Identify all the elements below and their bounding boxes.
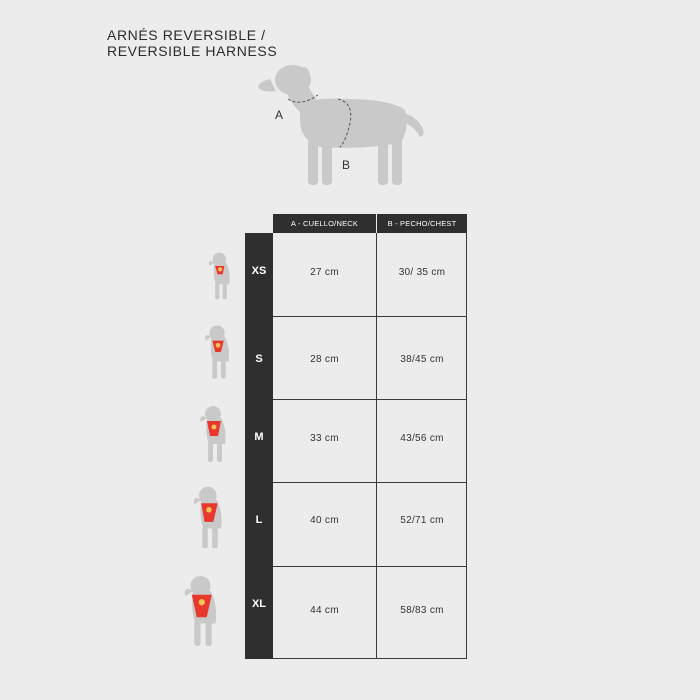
- table-divider: [273, 316, 467, 317]
- neck-value-xl: 44 cm: [310, 605, 339, 616]
- dog-silhouette-icon: [250, 55, 440, 195]
- neck-value-s: 28 cm: [310, 354, 339, 365]
- chest-value-s: 38/45 cm: [400, 354, 444, 365]
- dog-measure-diagram: [250, 55, 440, 195]
- dog-harness-icon: [188, 480, 232, 555]
- chest-value-xs: 30/ 35 cm: [398, 267, 446, 278]
- size-label-xl: XL: [251, 598, 267, 610]
- table-divider: [273, 482, 467, 483]
- neck-value-xs: 27 cm: [310, 267, 339, 278]
- column-header-chest: B - PECHO/CHEST: [377, 214, 467, 233]
- column-header-neck: A - CUELLO/NECK: [273, 214, 376, 233]
- label-a: A: [275, 108, 284, 122]
- table-divider: [376, 233, 377, 659]
- size-label-xs: XS: [251, 265, 267, 277]
- chest-value-m: 43/56 cm: [400, 433, 444, 444]
- size-label-s: S: [255, 353, 263, 365]
- table-divider: [273, 566, 467, 567]
- dog-harness-icon: [200, 323, 238, 381]
- label-b: B: [342, 158, 351, 172]
- title-line-1: ARNÉS REVERSIBLE /: [107, 27, 266, 43]
- size-label-m: M: [254, 431, 264, 443]
- neck-value-l: 40 cm: [310, 515, 339, 526]
- dog-harness-icon: [203, 251, 239, 301]
- dog-harness-icon: [178, 567, 228, 655]
- size-label-l: L: [255, 514, 263, 526]
- chest-value-l: 52/71 cm: [400, 515, 444, 526]
- size-column: [245, 233, 273, 659]
- chest-value-xl: 58/83 cm: [400, 605, 444, 616]
- table-divider: [273, 399, 467, 400]
- title-line-2: REVERSIBLE HARNESS: [107, 43, 278, 59]
- dog-harness-icon: [195, 400, 235, 468]
- size-table: [273, 233, 467, 659]
- neck-value-m: 33 cm: [310, 433, 339, 444]
